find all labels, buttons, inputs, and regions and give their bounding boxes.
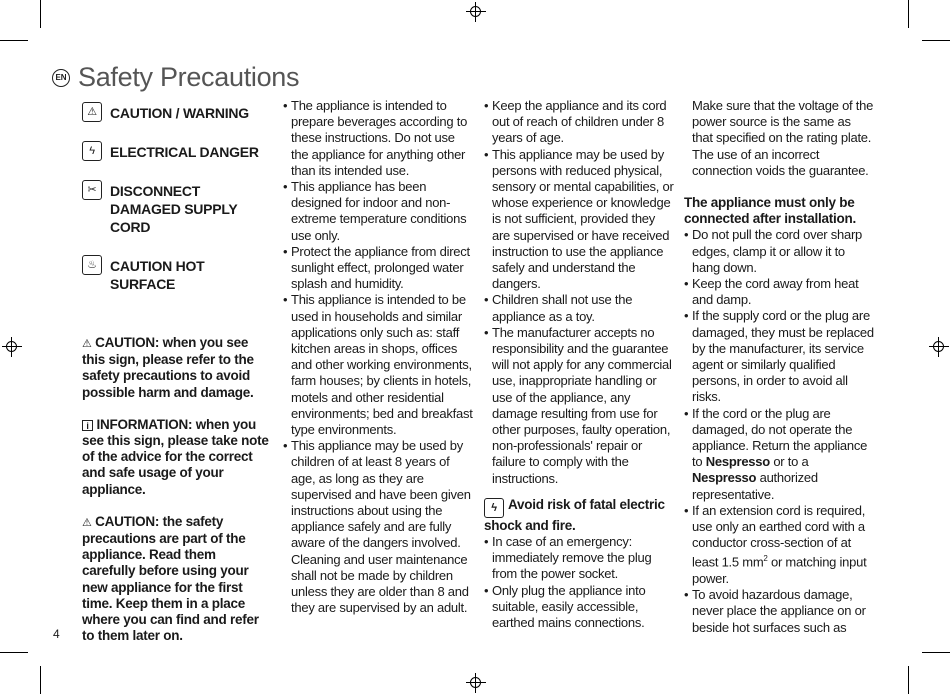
legend-column [82, 104, 272, 660]
list-item: • Only plug the appliance into suitable, easily accessible, earthed mains connections. [484, 583, 674, 632]
legend-label: ELECTRICAL DANGER [110, 144, 259, 160]
list-item: • Children shall not use the appliance as a toy. [484, 292, 674, 324]
page-number: 4 [53, 627, 60, 641]
precautions-list [484, 98, 674, 487]
registration-mark-icon [929, 337, 949, 357]
legend-item-damaged-cord [82, 182, 272, 236]
item-text: If an extension cord is required, use only an earthed cord with a conductor cross-section of at least 1.5 mm [692, 502, 866, 570]
precautions-list [684, 227, 874, 635]
legend-item-hot-surface [82, 257, 272, 293]
crop-mark [922, 40, 950, 41]
lightning-icon: ϟ [82, 141, 102, 161]
list-item: • Keep the cord away from heat and damp. [684, 276, 874, 308]
hot-surface-icon: ♨ [82, 255, 102, 275]
page-title: Safety Precautions [78, 62, 300, 92]
information-note [82, 417, 272, 498]
title-row [52, 62, 299, 93]
info-icon: i [82, 420, 93, 431]
crop-mark [40, 666, 41, 694]
brand-name: Nespresso [692, 470, 757, 486]
legend-label: CAUTION HOT SURFACE [110, 258, 205, 292]
crop-mark [908, 0, 909, 28]
text-column-2 [283, 98, 473, 617]
crop-mark [0, 40, 28, 41]
crop-mark [922, 652, 950, 653]
list-item: • This appliance is intended to be used in households and similar applications only such as: staff kitchen areas in shops, offices and other working environments, farm houses; by clients in hotels, motels and other residential environments; bed and breakfast type environments. [283, 292, 473, 438]
list-item: • Keep the appliance and its cord out of reach of children under 8 years of age. [484, 98, 674, 147]
warning-triangle-icon: ⚠ [82, 516, 92, 529]
subheading-text: Avoid risk of fatal electric shock and fire. [484, 496, 665, 533]
caution-safety-note [82, 514, 272, 645]
legend-label: DISCONNECT DAMAGED SUPPLY CORD [110, 183, 238, 235]
text-column-4 [684, 98, 874, 636]
legend-item-electrical [82, 143, 272, 161]
language-badge: EN [52, 69, 70, 87]
caution-safety-text: CAUTION: the safety precautions are part of the appliance. Read them carefully before using your new appliance for the first time. Keep them in a place where you can find and refer to them later on. [82, 513, 259, 644]
item-text: or to a [769, 454, 809, 470]
superscript: 2 [763, 554, 768, 564]
electric-shock-heading [484, 497, 674, 534]
damaged-cord-icon: ✂ [82, 180, 102, 200]
registration-mark-icon [2, 337, 22, 357]
list-item [684, 503, 874, 587]
warning-triangle-icon: ⚠ [82, 338, 92, 350]
warning-triangle-icon: ⚠ [82, 102, 102, 122]
crop-mark [908, 666, 909, 694]
installation-heading: The appliance must only be connected after installation. [684, 195, 857, 227]
list-item: • The manufacturer accepts no responsibility and the guarantee will not apply for any commercial use, inappropriate handling or use of the appliance, any damage resulting from use for other purposes, faulty operation, non-professionals' repair or failure to comply with the instructions. [484, 325, 674, 487]
crop-mark [0, 652, 28, 653]
brand-name: Nespresso [705, 454, 770, 470]
list-item: • Do not pull the cord over sharp edges, clamp it or allow it to hang down. [684, 227, 874, 276]
list-item: • In case of an emergency: immediately remove the plug from the power socket. [484, 534, 674, 583]
precautions-list [484, 534, 674, 631]
list-item: • To avoid hazardous damage, never place the appliance on or beside hot surfaces such as [684, 587, 874, 636]
list-item: • Protect the appliance from direct sunlight effect, prolonged water splash and humidity. [283, 244, 473, 293]
list-item: • This appliance may be used by persons with reduced physical, sensory or mental capabilities, or whose experience or knowledge is not sufficient, provided they are supervised or have received instruction to use the appliance safely and understand the dangers. [484, 147, 674, 293]
list-item: • This appliance has been designed for indoor and non-extreme temperature conditions use only. [283, 179, 473, 244]
crop-mark [40, 0, 41, 28]
precautions-list [283, 98, 473, 617]
list-item: • This appliance may be used by children of at least 8 years of age, as long as they are supervised and have been given instructions about using the appliance safely and are fully aware of the dangers involved. Cleaning and user maintenance shall not be made by children unless they are older than 8 and they are supervised by an adult. [283, 438, 473, 616]
legend-item-caution [82, 104, 272, 122]
voltage-paragraph: Make sure that the voltage of the power source is the same as that specified on the rating plate. The use of an incorrect connection voids the guarantee. [692, 98, 874, 178]
caution-note-text: CAUTION: when you see this sign, please refer to the safety precautions to avoid possible harm and damage. [82, 335, 254, 400]
registration-mark-icon [466, 673, 486, 693]
list-item: • If the supply cord or the plug are damaged, they must be replaced by the manufacturer, its service agent or similarly qualified persons, in order to avoid all risks. [684, 308, 874, 405]
list-item [684, 406, 874, 503]
information-note-text: INFORMATION: when you see this sign, please take note of the advice for the correct and safe usage of your appliance. [82, 416, 269, 497]
lightning-icon: ϟ [484, 498, 504, 518]
legend-label: CAUTION / WARNING [110, 105, 249, 121]
registration-mark-icon [466, 2, 486, 22]
list-item: • The appliance is intended to prepare beverages according to these instructions. Do not use the appliance for anything other than its intended use. [283, 98, 473, 179]
text-column-3 [484, 98, 674, 631]
caution-note [82, 335, 272, 401]
item-text: authorized representative. [692, 470, 818, 502]
item-text: or matching input power. [692, 554, 867, 587]
item-text: If the cord or the plug are damaged, do not operate the appliance. Return the appliance to [692, 405, 868, 470]
